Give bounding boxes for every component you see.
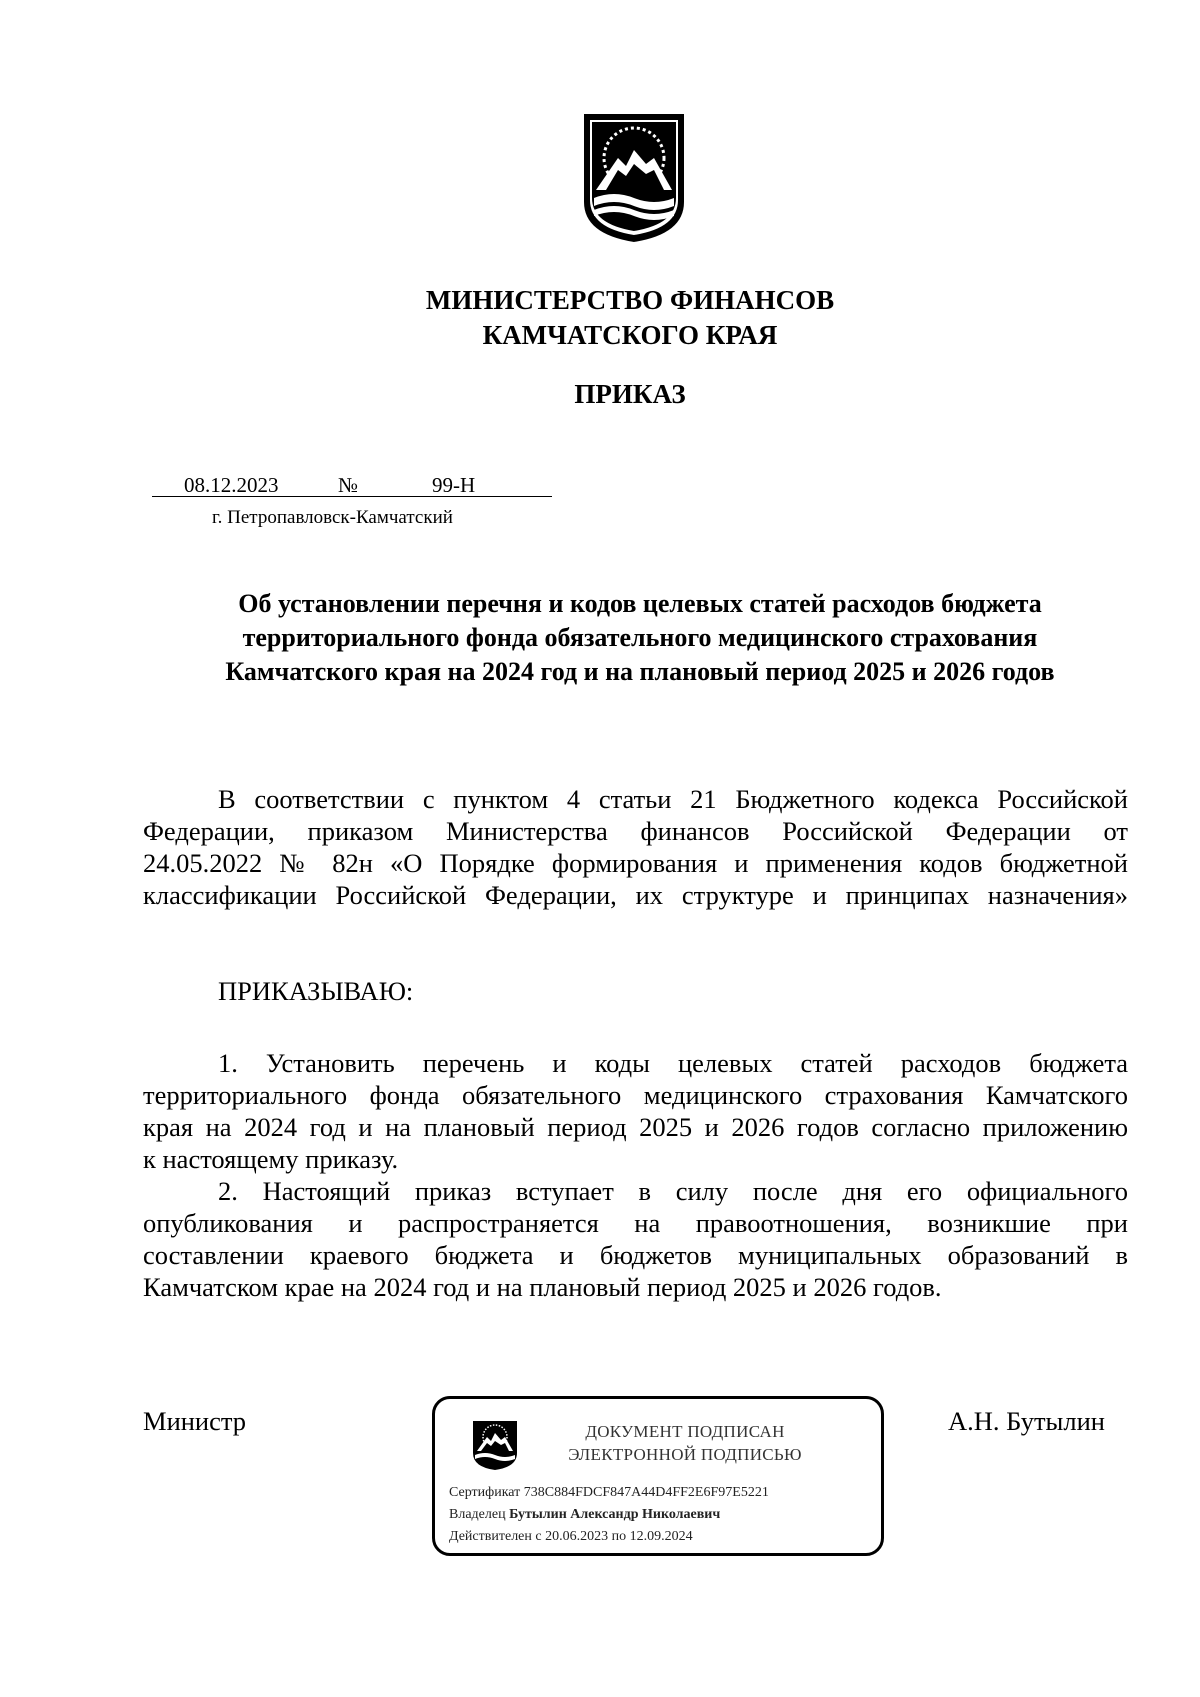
item-line: опубликования и распространяется на правоотношения, возникшие при	[143, 1208, 1128, 1238]
document-title-line2: территориального фонда обязательного медицинского страхования	[242, 623, 1038, 652]
document-number: 99-Н	[432, 473, 476, 497]
coat-of-arms-icon	[582, 112, 686, 244]
valid-to-label: по	[611, 1529, 627, 1544]
item-line: 2. Настоящий приказ вступает в силу после дня его официального	[218, 1176, 1128, 1206]
preamble-line: классификации Российской Федерации, их структуре и принципах назначения»	[143, 880, 1128, 910]
document-title-line1: Об установлении перечня и кодов целевых статей расходов бюджета	[238, 589, 1042, 618]
preamble-line: В соответствии с пунктом 4 статьи 21 Бюджетного кодекса Российской	[218, 784, 1128, 814]
item-line: Камчатском крае на 2024 год и на плановый период 2025 и 2026 годов.	[143, 1272, 942, 1302]
electronic-signature-stamp	[432, 1396, 884, 1556]
emblem-icon	[471, 1419, 519, 1471]
stamp-heading-line2: ЭЛЕКТРОННОЙ ПОДПИСЬЮ	[568, 1445, 802, 1464]
document-date: 08.12.2023	[184, 473, 279, 497]
org-name-line1: МИНИСТЕРСТВО ФИНАНСОВ	[425, 285, 835, 315]
item-line: составлении краевого бюджета и бюджетов муниципальных образований в	[143, 1240, 1128, 1270]
owner-label: Владелец	[449, 1507, 506, 1522]
item-line: 1. Установить перечень и коды целевых статей расходов бюджета	[218, 1048, 1128, 1078]
signer-title: Министр	[143, 1406, 247, 1436]
stamp-certificate	[449, 1483, 769, 1503]
document-type: ПРИКАЗ	[574, 379, 686, 409]
valid-to: 12.09.2024	[629, 1529, 693, 1544]
preamble-line: Федерации, приказом Министерства финансов Российской Федерации от	[143, 816, 1128, 846]
valid-from: 20.06.2023	[545, 1529, 609, 1544]
owner-value: Бутылин Александр Николаевич	[509, 1507, 721, 1522]
order-word: ПРИКАЗЫВАЮ:	[218, 976, 414, 1006]
document-city: г. Петропавловск-Камчатский	[212, 507, 453, 528]
preamble-line: 24.05.2022 № 82н «О Порядке формирования и применения кодов бюджетной	[143, 848, 1128, 878]
item-line: края на 2024 год и на плановый период 2025 и 2026 годов согласно приложению	[143, 1112, 1128, 1142]
item-line: к настоящему приказу.	[143, 1144, 399, 1174]
valid-label: Действителен с	[449, 1529, 542, 1544]
stamp-owner	[449, 1505, 720, 1525]
certificate-label: Сертификат	[449, 1485, 521, 1500]
certificate-value: 738C884FDCF847A44D4FF2E6F97E5221	[523, 1485, 769, 1500]
org-name-line2: КАМЧАТСКОГО КРАЯ	[482, 320, 778, 350]
stamp-heading-line1: ДОКУМЕНТ ПОДПИСАН	[585, 1422, 785, 1441]
signer-name: А.Н. Бутылин	[948, 1406, 1105, 1436]
item-line: территориального фонда обязательного медицинского страхования Камчатского	[143, 1080, 1128, 1110]
stamp-validity	[449, 1527, 693, 1547]
number-sign: №	[338, 473, 359, 497]
document-title-line3: Камчатского края на 2024 год и на плановый период 2025 и 2026 годов	[225, 657, 1055, 686]
